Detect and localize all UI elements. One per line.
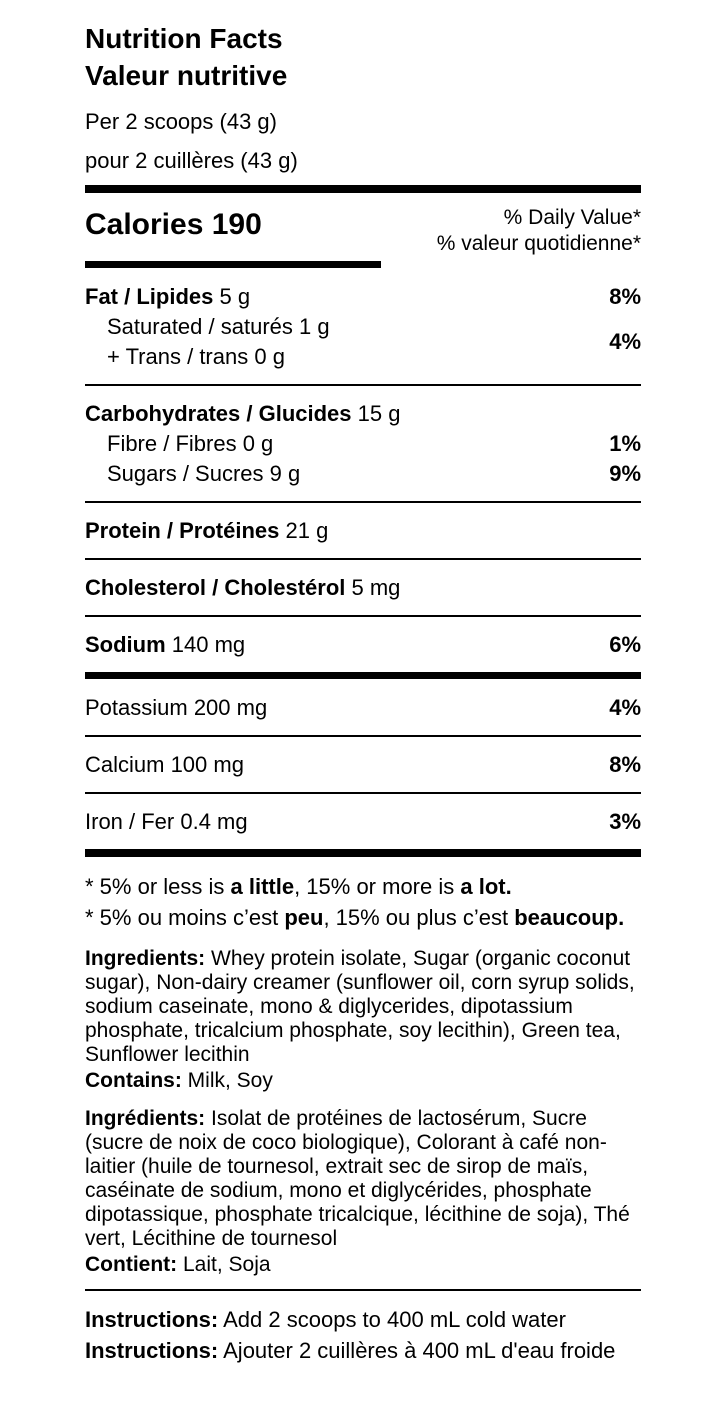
thick-divider-bottom — [85, 849, 641, 857]
nutrition-label — [85, 0, 641, 1366]
nutrient-row-protein — [85, 516, 641, 546]
ingredients-en-text: Ingredients: Whey protein isolate, Sugar (organic coconut sugar), Non-dairy creamer (sunflower oil, corn syrup solids, sodium caseinate, mono & diglycerides, dipotassium phosphate, tricalcium phosphate, soy lecithin), Green tea, Sunflower lecithin — [85, 947, 635, 1066]
divider — [85, 501, 641, 503]
instructions-fr: Instructions: Ajouter 2 cuillères à 400 mL d'eau froide — [85, 1338, 616, 1363]
ingredients-fr-text: Ingrédients: Isolat de protéines de lactosérum, Sucre (sucre de noix de coco biologique), Colorant à café non-laitier (huile de tournesol, extrait sec de sirop de maïs, caséinate de sodium, mono et diglycérides, phosphate dipotassique, phosphate tricalcique, lécithine de soja), Thé vert, Lécithine de tournesol — [85, 1107, 630, 1250]
nutrient-row-potassium — [85, 693, 641, 723]
ingredients-fr — [85, 1107, 641, 1277]
nutrient-row-iron — [85, 807, 641, 837]
nutrient-pct: 1% — [609, 431, 641, 456]
nutrient-pct: 4% — [609, 695, 641, 720]
nutrient-pct: 8% — [609, 752, 641, 777]
footnote-fr: * 5% ou moins c’est peu, 15% ou plus c’est beaucoup. — [85, 905, 625, 930]
nutrient-row-sugars — [85, 459, 641, 489]
nutrient-row-fat — [85, 282, 641, 312]
nutrient-table — [85, 282, 641, 857]
nutrient-pct: 3% — [609, 809, 641, 834]
nutrient-row-carbohydrates — [85, 399, 641, 429]
divider — [85, 735, 641, 737]
nutrient-row-fibre — [85, 429, 641, 459]
nutrient-name: Carbohydrates / Glucides 15 g — [85, 401, 401, 426]
allergens-en: Contains: Milk, Soy — [85, 1069, 273, 1092]
footnotes — [85, 871, 641, 933]
daily-value-fr: % valeur quotidienne* — [436, 232, 641, 255]
nutrient-pct: 4% — [609, 329, 641, 354]
thick-divider-sodium — [85, 672, 641, 679]
nutrient-name: Fat / Lipides 5 g — [85, 284, 251, 309]
nutrient-row-sodium — [85, 630, 641, 660]
nutrient-subrows — [85, 312, 330, 372]
daily-value-header — [437, 205, 641, 257]
nutrient-name: Sodium 140 mg — [85, 632, 246, 657]
nutrient-row-saturated: Saturated / saturés 1 g — [107, 314, 330, 339]
nutrient-pct: 8% — [609, 284, 641, 309]
nutrient-name: Cholesterol / Cholestérol 5 mg — [85, 575, 401, 600]
calories-value: Calories 190 — [85, 208, 262, 241]
serving-size-en: Per 2 scoops (43 g) — [85, 109, 277, 134]
instructions-en: Instructions: Add 2 scoops to 400 mL cold water — [85, 1307, 566, 1332]
thick-divider-top — [85, 185, 641, 193]
nutrient-row-cholesterol — [85, 573, 641, 603]
nutrient-name: Sugars / Sucres 9 g — [107, 461, 301, 486]
nutrient-name: Iron / Fer 0.4 mg — [85, 809, 248, 834]
nutrient-name: Protein / Protéines 21 g — [85, 518, 329, 543]
divider — [85, 384, 641, 386]
allergens-fr: Contient: Lait, Soja — [85, 1253, 271, 1276]
daily-value-en: % Daily Value* — [503, 206, 641, 229]
divider — [85, 1289, 641, 1291]
nutrient-group-saturated-trans — [85, 312, 641, 372]
ingredients-en — [85, 947, 641, 1093]
instructions — [85, 1304, 641, 1366]
label-header — [85, 20, 641, 172]
calories-underline — [85, 261, 381, 268]
divider — [85, 792, 641, 794]
nutrient-name: Fibre / Fibres 0 g — [107, 431, 274, 456]
nutrient-name: Calcium 100 mg — [85, 752, 244, 777]
footnote-en: * 5% or less is a little, 15% or more is a lot. — [85, 874, 512, 899]
title-en: Nutrition Facts — [85, 23, 283, 54]
nutrient-pct: 6% — [609, 632, 641, 657]
calories-section — [85, 205, 641, 257]
nutrient-pct: 9% — [609, 461, 641, 486]
nutrient-row-calcium — [85, 750, 641, 780]
nutrient-name: Potassium 200 mg — [85, 695, 268, 720]
serving-size-fr: pour 2 cuillères (43 g) — [85, 148, 298, 173]
divider — [85, 558, 641, 560]
nutrient-row-trans: + Trans / trans 0 g — [107, 344, 285, 369]
title-fr: Valeur nutritive — [85, 60, 288, 91]
divider — [85, 615, 641, 617]
